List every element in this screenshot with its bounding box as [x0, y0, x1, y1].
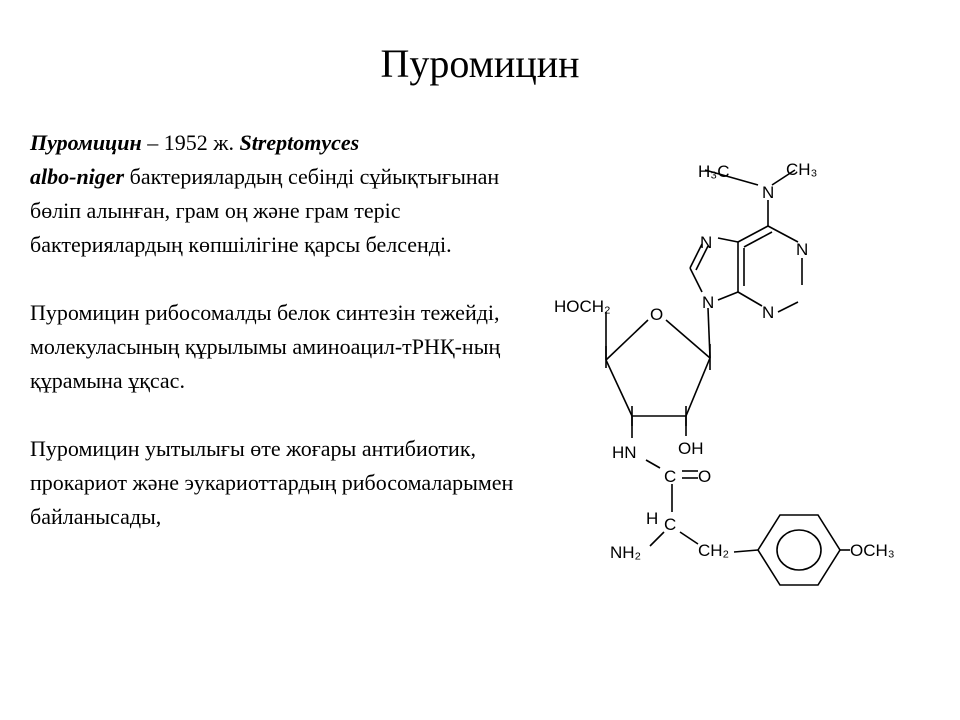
purine-n7-label: N	[700, 233, 713, 252]
paragraph-1-rest: бактериялардың себінді сұйықтығынан бөліп алынған, грам оң және грам теріс бактериялардың көпшілігіне қарсы белсенді.	[30, 164, 500, 257]
carbonyl-o-label: O	[698, 467, 712, 486]
purine-n1-label: N	[796, 240, 809, 259]
paragraph-2: Пуромицин рибосомалды белок синтезін тежейді, молекуласының құрылымы аминоацил-тРНҚ-ның құрамына ұқсас.	[30, 300, 501, 393]
organism-genus: Streptomyces	[239, 130, 360, 155]
puromycin-structure	[540, 140, 920, 610]
hydroxymethyl-label: HOCH₂	[554, 297, 611, 316]
paragraph-3: Пуромицин уытылығы өте жоғары антибиотик, прокариот және эукариоттардың рибосомаларымен байланысады,	[30, 436, 514, 529]
methoxy-label: OCH₃	[850, 541, 895, 560]
dimethyl-left-label: H₃C	[698, 162, 730, 181]
amide-nh-label: HN	[612, 443, 637, 462]
slide-body	[30, 126, 530, 534]
purine-n3-label: N	[762, 303, 775, 322]
amino-label: NH₂	[610, 543, 642, 562]
alpha-c-label: C	[664, 515, 677, 534]
hydroxyl-label: OH	[678, 439, 704, 458]
purine-n9-label: N	[702, 293, 715, 312]
slide-title: Пуромицин	[380, 41, 580, 86]
amine-n-label: N	[762, 183, 775, 202]
methylene-label: CH₂	[698, 541, 730, 560]
alpha-h-label: H	[646, 509, 659, 528]
carbonyl-c-label: C	[664, 467, 677, 486]
paragraph-1-year: – 1952 ж.	[141, 130, 240, 155]
ribose-oxygen-label: O	[650, 305, 664, 324]
organism-species: albo-niger	[30, 164, 125, 189]
term-puromycin: Пуромицин	[30, 130, 142, 155]
paragraph-1	[30, 126, 530, 262]
dimethyl-right-label: CH₃	[786, 160, 818, 179]
